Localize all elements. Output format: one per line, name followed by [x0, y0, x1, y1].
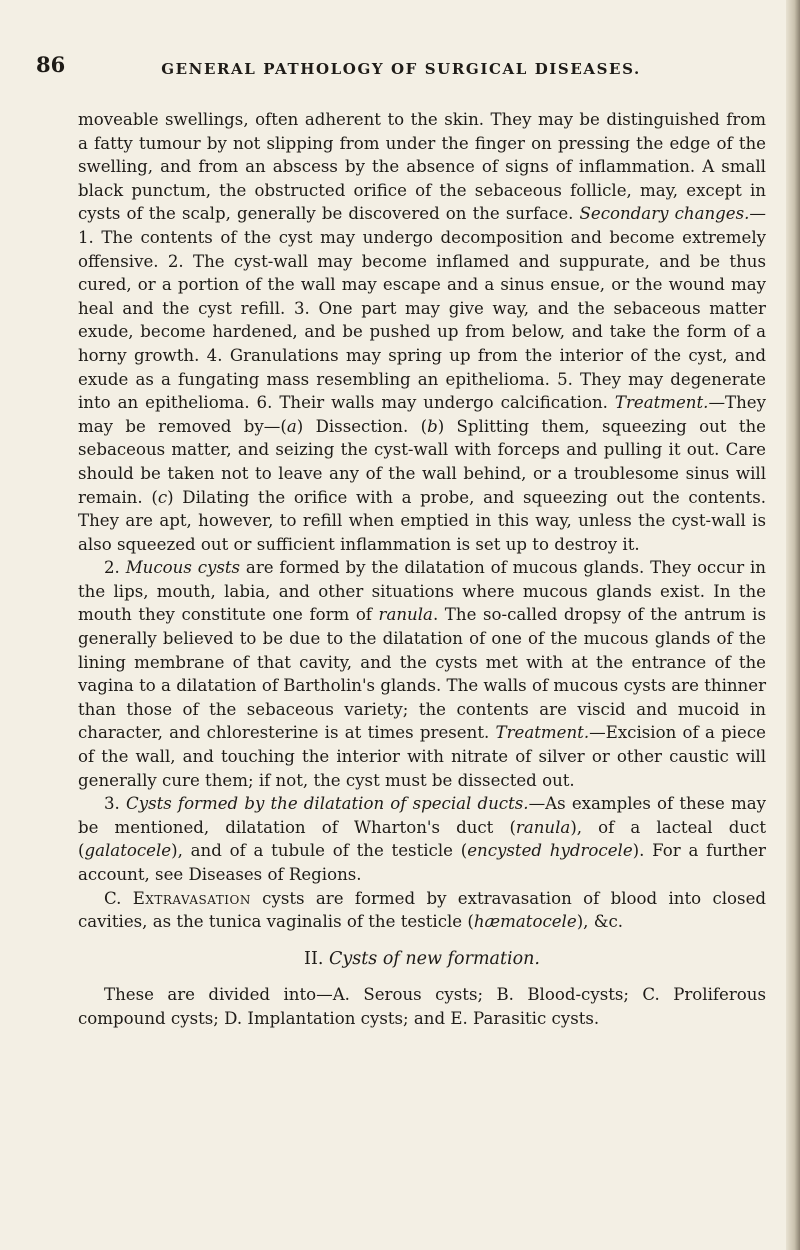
italic-treatment: Treatment.	[495, 723, 590, 743]
text-run: —As examples of these may be mentioned, dilatation of Wharton's duct (	[78, 794, 767, 837]
item-number: 2.	[104, 558, 126, 578]
text-run: moveable swellings, often adherent to the skin. They may be distinguished from a fatty tumour by not slipping from under the finger on pressing the edge of the swelling, and from an abscess by the absence of signs of inflammation. A small black punctum, the obstructed orifice of the sebaceous follicle, may, except in cysts of the scalp, generally be discovered on the surface.	[78, 110, 766, 224]
italic-heading-special-ducts: Cysts formed by the dilatation of special ducts.	[126, 794, 529, 814]
text-run: ), of a lacteal duct (	[78, 817, 766, 861]
text-run: —Excision of a piece of the wall, and touching the interior with nitrate of silver or other caustic will generally cure them; if not, the cyst must be dissected out.	[78, 723, 766, 790]
italic-heading-mucous-cysts: Mucous cysts	[125, 558, 241, 578]
italic-letter: a	[286, 416, 297, 436]
body-text	[78, 108, 766, 1031]
italic-treatment: Treatment.	[614, 393, 709, 413]
running-title: GENERAL PATHOLOGY OF SURGICAL DISEASES.	[161, 60, 641, 78]
italic-secondary-changes: Secondary changes.	[579, 204, 750, 224]
text-run: cysts are formed by extravasation of blood into closed cavities, as the tunica vaginalis of the testicle (	[78, 888, 767, 932]
text-run: —They may be removed by—(	[78, 393, 766, 436]
text-run: ), &c.	[576, 912, 624, 932]
text-run: . The so-called dropsy of the antrum is generally believed to be due to the dilatation of one of the mucous glands of the lining membrane of that cavity, and the cysts met with at the entrance of the vagina to a dilatation of Bartholin's glands. The walls of mucous cysts are thinner than those of the sebaceous variety; the contents are viscid and mucoid in character, and chloresterine is at times present.	[78, 605, 767, 743]
section-title: Cysts of new formation.	[328, 948, 540, 969]
paragraph-extravasation-cysts	[78, 887, 766, 934]
italic-term: hæmatocele	[473, 912, 577, 932]
italic-letter: c	[157, 487, 168, 507]
text-run: ), and of a tubule of the testicle (	[171, 841, 468, 861]
section-numeral: II.	[304, 948, 329, 969]
text-run: ). For a further account, see Diseases of Regions.	[78, 841, 766, 884]
italic-term: encysted hydrocele	[467, 841, 633, 861]
smallcaps-extravasation: Extravasation	[132, 888, 251, 908]
text-run: ) Splitting them, squeezing out the sebaceous matter, and seizing the cyst-wall with forceps and pulling it out. Care should be taken not to leave any of the wall behind, or a troublesome sinus will remain. (	[78, 416, 766, 507]
paragraph-new-formation: These are divided into—A. Serous cysts; B. Blood-cysts; C. Proliferous compound cysts; D. Implantation cysts; and E. Parasitic cysts.	[78, 985, 766, 1028]
page-edge-shadow	[786, 0, 800, 1250]
text-run: —1. The contents of the cyst may undergo decomposition and become extremely offensive. 2. The cyst-wall may become inflamed and suppurate, and be thus cured, or a portion of the wall may escape and a sinus ensue, or the wound may heal and the cyst refill. 3. One part may give way, and the sebaceous matter exude, become hardened, and be pushed up from below, and take the form of a horny growth. 4. Granulations may spring up from the interior of the cyst, and exude as a fungating mass resembling an epithelioma. 5. They may degenerate into an epithelioma. 6. Their walls may undergo calcification.	[78, 204, 766, 413]
page-header	[36, 52, 766, 86]
italic-letter: b	[427, 416, 438, 436]
italic-term: ranula	[515, 817, 571, 837]
page-number: 86	[36, 52, 66, 77]
item-letter: C.	[104, 888, 133, 908]
item-number: 3.	[104, 794, 126, 814]
paragraph-special-ducts	[78, 792, 766, 886]
paragraph-mucous-cysts	[78, 556, 766, 792]
text-run: ) Dilating the orifice with a probe, and squeezing out the contents. They are apt, however, to refill when emptied in this way, unless the cyst-wall is also squeezed out or sufficient inflammation is set up to destroy it.	[78, 487, 766, 554]
italic-term: galatocele	[84, 841, 172, 861]
paragraph-sebaceous-cysts	[78, 108, 766, 556]
italic-term: ranula	[378, 605, 433, 625]
section-heading	[78, 948, 766, 972]
text-run: are formed by the dilatation of mucous glands. They occur in the lips, mouth, labia, and other situations where mucous glands exist. In the mouth they constitute one form of	[78, 558, 766, 625]
text-run: ) Dissection. (	[296, 416, 428, 436]
